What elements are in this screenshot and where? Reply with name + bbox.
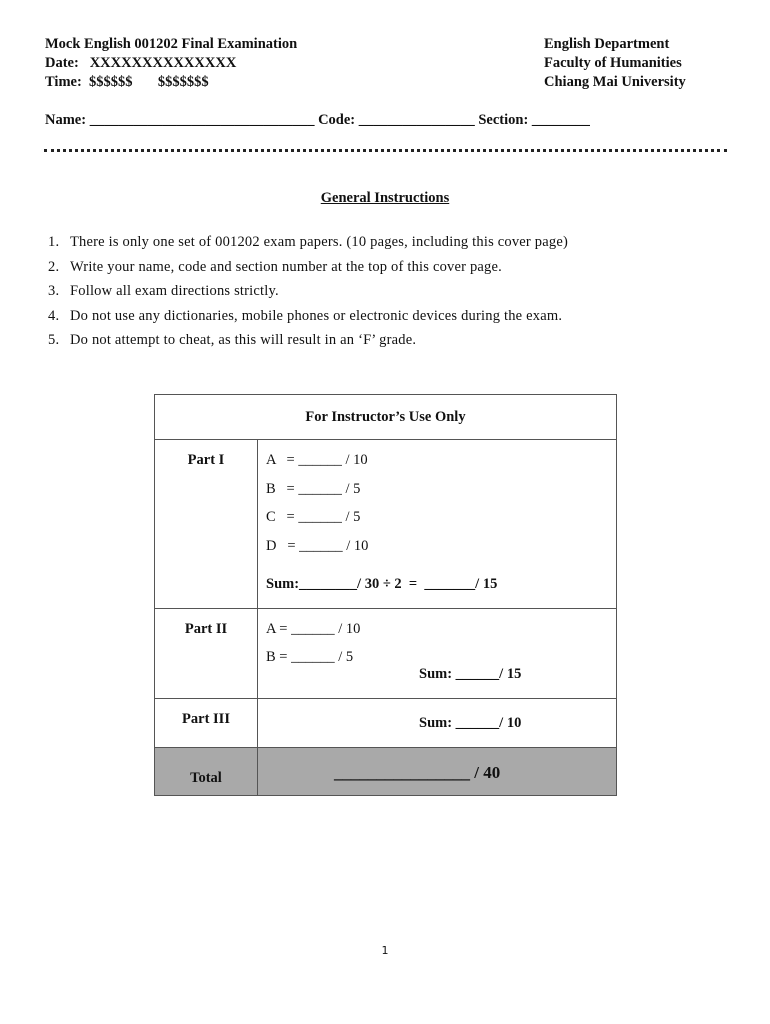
department: English Department	[544, 36, 670, 52]
part2-sum: Sum: ______/ 15	[419, 666, 522, 682]
part2-label: Part II	[155, 609, 258, 699]
part2-line-b: B = ______ / 5	[266, 649, 354, 665]
part2-scores	[258, 609, 617, 699]
instruction-item: 2. Write your name, code and section number at the top of this cover page.	[48, 258, 502, 275]
part1-line-a: A = ______ / 10	[266, 452, 368, 468]
instruction-item: 1. There is only one set of 001202 exam papers. (10 pages, including this cover page)	[48, 234, 568, 250]
exam-date: Date: XXXXXXXXXXXXXX	[45, 55, 237, 71]
instructions-list	[48, 232, 568, 355]
exam-title: Mock English 001202 Final Examination	[45, 36, 298, 52]
part1-scores	[258, 440, 617, 609]
part2-line-a: A = ______ / 10	[266, 621, 361, 637]
instruction-item: 5. Do not attempt to cheat, as this will result in an ‘F’ grade.	[48, 332, 417, 349]
total-score	[258, 748, 617, 796]
part3-label: Part III	[155, 699, 258, 748]
part3-scores	[258, 699, 617, 748]
total-line: ________________ / 40	[334, 763, 501, 782]
part1-label: Part I	[155, 440, 258, 609]
part1-line-c: C = ______ / 5	[266, 509, 361, 525]
part1-line-d: D = ______ / 10	[266, 538, 369, 554]
instruction-item: 3. Follow all exam directions strictly.	[48, 283, 279, 300]
dotted-divider	[44, 149, 727, 152]
part1-sum: Sum:________/ 30 ÷ 2 = _______/ 15	[266, 576, 498, 592]
instructions-title: General Instructions	[320, 190, 450, 206]
student-info-line: Name: _______________________________ Code: ________________ Section: ________	[45, 112, 590, 128]
instruction-item: 4. Do not use any dictionaries, mobile phones or electronic devices during the exam.	[48, 307, 563, 324]
part1-line-b: B = ______ / 5	[266, 481, 361, 497]
part3-sum: Sum: ______/ 10	[419, 715, 522, 731]
score-table	[154, 394, 617, 796]
page-number: 1	[381, 944, 389, 957]
faculty: Faculty of Humanities	[544, 55, 682, 71]
university: Chiang Mai University	[544, 74, 686, 90]
score-table-title: For Instructor’s Use Only	[155, 395, 617, 440]
total-label: Total	[155, 748, 258, 796]
exam-time: Time: $$$$$$ $$$$$$$	[45, 74, 209, 90]
